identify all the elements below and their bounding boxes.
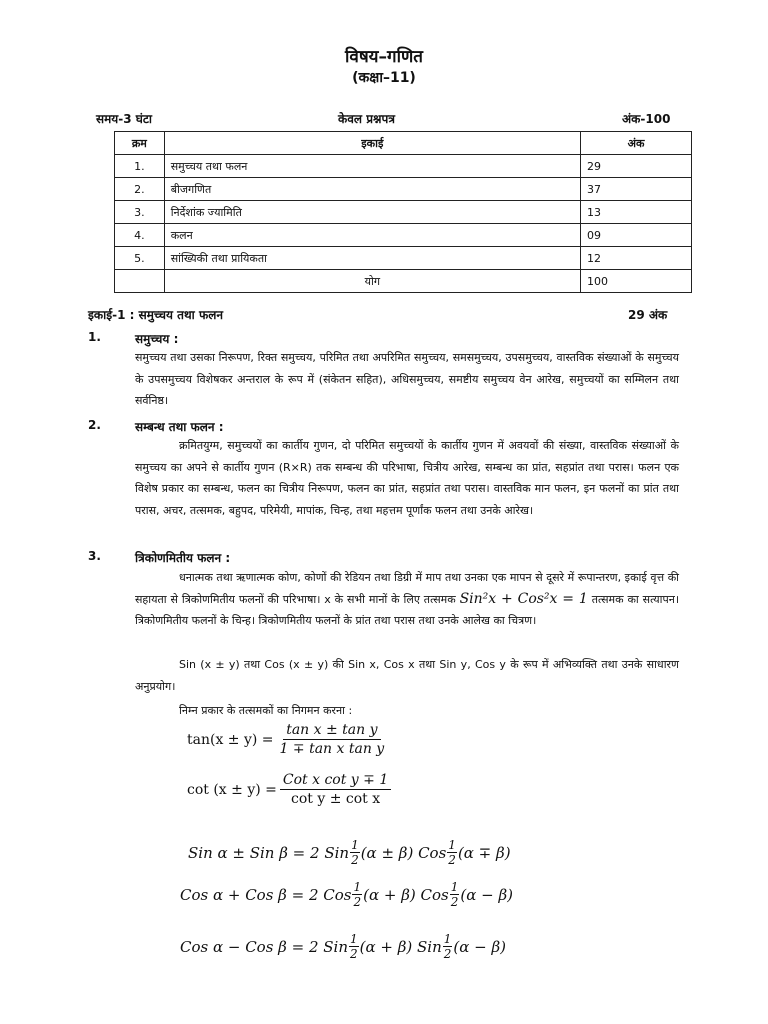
half-num: 1 [448,838,456,852]
section-title: समुच्चय : [135,332,179,346]
tan-lhs: tan(x ± y) = [187,731,274,748]
col-header-serial: क्रम [115,132,165,155]
formula3-lhs: Cos α − Cos β = 2 Sin [180,937,349,956]
row-unit: बीजगणित [164,178,580,201]
half-fraction [349,932,359,961]
half-num: 1 [350,932,358,946]
cos-sum-formula [180,880,513,909]
row-serial: 3. [115,201,165,224]
row-serial: 1. [115,155,165,178]
half-fraction [352,880,362,909]
table-header-row [115,132,692,155]
col-header-unit: इकाई [164,132,580,155]
section-number: 2. [88,418,101,432]
paper-label: केवल प्रश्नपत्र [338,112,395,126]
unit1-marks: 29 अंक [628,308,668,322]
table-row [115,247,692,270]
section-body: क्रमितयुग्म, समुच्चयों का कार्तीय गुणन, दो परिमित समुच्चयों के कार्तीय गुणन में अवयवों की संख्या, वास्तविक संख्याओं के समुच्चय का अपने से कार्तीय गुणन (R×R) तक सम्बन्ध की परिभाषा, चित्रीय आरेख, सम्बन्ध का प्रांत, सहप्रांत तथा परास। फलन एक विशेष प्रकार का सम्बन्ध, फलन का चित्रीय निरूपण, फलन का प्रांत, सहप्रांत तथा परास। वास्तविक मान फलन, इन फलनों का प्रांत तथा परास, अचर, तत्समक, बहुपद, परिमेयी, मापांक, चिन्ह, तथा महत्तम पूर्णांक फलन तथा उनके आरेख। [135,439,679,517]
section-number: 3. [88,549,101,563]
section-title: सम्बन्ध तथा फलन : [135,420,224,434]
trig-identity-text: तत्समक का सत्यापन। त्रिकोणमितीय फलनों के चिन्ह। त्रिकोणमितीय फलनों के प्रांत तथा परास तथा उनके आलेख का चित्रण। [135,592,680,627]
section-body [135,567,679,632]
total-label: योग [164,270,580,293]
sin-sum-formula [188,838,511,867]
tan-numerator: tan x ± tan y [283,722,380,740]
section-title: त्रिकोणमितीय फलन : [135,551,231,565]
cos-diff-formula [180,932,506,961]
half-num: 1 [443,932,452,946]
total-blank [115,270,165,293]
half-num: 1 [353,880,362,894]
table-row [115,178,692,201]
formula1-mid: (α ± β) Cos [360,843,447,862]
tan-sum-formula [187,722,390,757]
row-marks: 09 [580,224,691,247]
cot-lhs: cot (x ± y) = [187,781,277,798]
table-row [115,224,692,247]
formula1-end: (α ∓ β) [457,843,511,862]
cot-denominator: cot y ± cot x [291,791,381,807]
half-den: 2 [448,853,456,867]
row-marks: 37 [580,178,691,201]
page-subtitle: (कक्षा–11) [352,70,416,86]
tan-fraction [277,722,388,757]
half-num: 1 [450,880,459,894]
section-body: समुच्चय तथा उसका निरूपण, रिक्त समुच्चय, परिमित तथा अपरिमित समुच्चय, समसमुच्चय, उपसमुच्चय, वास्तविक संख्याओं के समुच्चय के उपसमुच्चय विशेषकर अन्तराल के रूप में (संकेतन सहित), अधिसमुच्चय, समष्टीय समुच्चय वेन आरेख, समुच्चयों का सम्मिलन तथा सर्वनिष्ठ। [135,351,679,407]
half-fraction [447,838,457,867]
sum-formula-text: Sin (x ± y) तथा Cos (x ± y) की Sin x, Cos x तथा Sin y, Cos y के रूप में अभिव्यक्ति तथा उनके साधारण अनुप्रयोग। [135,658,679,693]
cot-sum-formula [187,772,394,807]
formula2-lhs: Cos α + Cos β = 2 Cos [180,885,352,904]
marks-label: अंक-100 [622,112,671,126]
half-den: 2 [443,947,452,961]
cot-fraction [280,772,391,807]
row-marks: 12 [580,247,691,270]
derivation-intro: निम्न प्रकार के तत्समकों का निगमन करना : [179,704,353,717]
formula1-lhs: Sin α ± Sin β = 2 Sin [188,843,350,862]
row-serial: 5. [115,247,165,270]
identity-formula: Sin²x + Cos²x = 1 [459,590,588,607]
formula2-end: (α − β) [460,885,513,904]
row-unit: कलन [164,224,580,247]
half-num: 1 [351,838,359,852]
time-label: समय-3 घंटा [96,112,153,126]
table-row [115,155,692,178]
row-unit: सांख्यिकी तथा प्रायिकता [164,247,580,270]
row-marks: 29 [580,155,691,178]
cot-numerator: Cot x cot y ∓ 1 [280,772,391,790]
tan-denominator: 1 ∓ tan x tan y [279,741,385,757]
total-marks: 100 [580,270,691,293]
half-den: 2 [353,895,362,909]
section-number: 1. [88,330,101,344]
units-table [114,131,692,293]
row-unit: समुच्चय तथा फलन [164,155,580,178]
table-row [115,201,692,224]
row-unit: निर्देशांक ज्यामिति [164,201,580,224]
row-marks: 13 [580,201,691,224]
half-fraction [350,838,360,867]
half-fraction [443,932,453,961]
row-serial: 4. [115,224,165,247]
page-title: विषय–गणित [345,47,423,67]
unit1-heading: इकाई-1 : समुच्चय तथा फलन [88,308,224,322]
formula2-mid: (α + β) Cos [363,885,449,904]
table-total-row [115,270,692,293]
formula3-end: (α − β) [453,937,507,956]
half-den: 2 [450,895,459,909]
formula3-mid: (α + β) Sin [359,937,442,956]
half-den: 2 [350,947,358,961]
half-fraction [450,880,460,909]
row-serial: 2. [115,178,165,201]
half-den: 2 [351,853,359,867]
trig-intro-text: धनात्मक तथा ऋणात्मक कोण, कोणों की रेडियन तथा डिग्री में माप तथा उनका एक मापन से दूसरे में रूपान्तरण, इकाई वृत्त की सहायता से त्रिकोणमितीय फलनों की परिभाषा। x के सभी मानों के लिए तत्समक [135,571,679,606]
col-header-marks: अंक [580,132,691,155]
